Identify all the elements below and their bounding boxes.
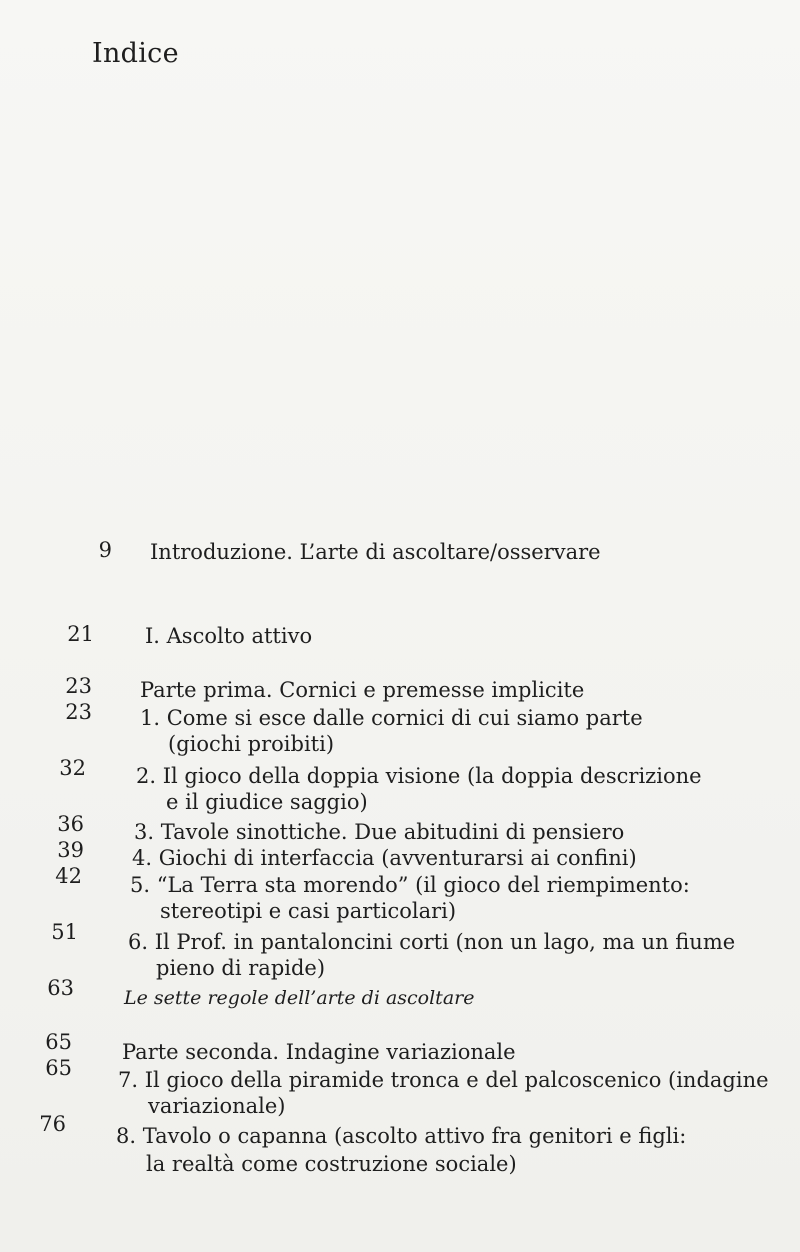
toc-page-number: 42 — [55, 864, 82, 888]
toc-entry-chapter-5: 5. “La Terra sta morendo” (il gioco del riempimento: — [130, 873, 690, 897]
toc-entry-chapter-8-cont: la realtà come costruzione sociale) — [146, 1152, 517, 1176]
toc-page-number: 39 — [57, 838, 84, 862]
toc-entry-chapter-1-cont: (giochi proibiti) — [168, 732, 335, 756]
toc-entry-chapter-3: 3. Tavole sinottiche. Due abitudini di pensiero — [134, 820, 625, 844]
toc-page-number: 36 — [57, 812, 84, 836]
toc-entry-chapter-2-cont: e il giudice saggio) — [166, 790, 368, 814]
toc-page-number: 9 — [98, 538, 112, 562]
toc-page-number: 51 — [51, 920, 78, 944]
page-title: Indice — [92, 38, 179, 69]
toc-entry-chapter-1: 1. Come si esce dalle cornici di cui siamo parte — [140, 706, 643, 730]
toc-entry-parte-prima: Parte prima. Cornici e premesse implicite — [140, 678, 585, 702]
toc-entry-chapter-6-cont: pieno di rapide) — [156, 956, 326, 980]
toc-entry-chapter-2: 2. Il gioco della doppia visione (la doppia descrizione — [136, 764, 702, 788]
toc-entry-chapter-4: 4. Giochi di interfaccia (avventurarsi ai confini) — [132, 846, 637, 870]
toc-entry-chapter-6: 6. Il Prof. in pantaloncini corti (non un lago, ma un fiume — [128, 930, 736, 954]
toc-entry-introduzione: Introduzione. L’arte di ascoltare/osservare — [150, 540, 601, 564]
toc-page-number: 63 — [47, 976, 74, 1000]
toc-entry-sette-regole: Le sette regole dell’arte di ascoltare — [124, 987, 475, 1009]
toc-page-number: 23 — [65, 700, 92, 724]
toc-page-number: 65 — [45, 1056, 72, 1080]
toc-entry-chapter-7-cont: variazionale) — [148, 1094, 286, 1118]
toc-entry-chapter-8: 8. Tavolo o capanna (ascolto attivo fra genitori e figli: — [116, 1124, 687, 1148]
toc-entry-ascolto-attivo: I. Ascolto attivo — [145, 624, 313, 648]
toc-entry-chapter-7: 7. Il gioco della piramide tronca e del palcoscenico (indagine — [118, 1068, 769, 1092]
toc-entry-parte-seconda: Parte seconda. Indagine variazionale — [122, 1040, 516, 1064]
toc-page-number: 21 — [67, 622, 94, 646]
toc-page-number: 65 — [45, 1030, 72, 1054]
toc-page-number: 32 — [59, 756, 86, 780]
toc-page-number: 23 — [65, 674, 92, 698]
toc-page-number: 76 — [39, 1112, 66, 1136]
toc-entry-chapter-5-cont: stereotipi e casi particolari) — [160, 899, 457, 923]
